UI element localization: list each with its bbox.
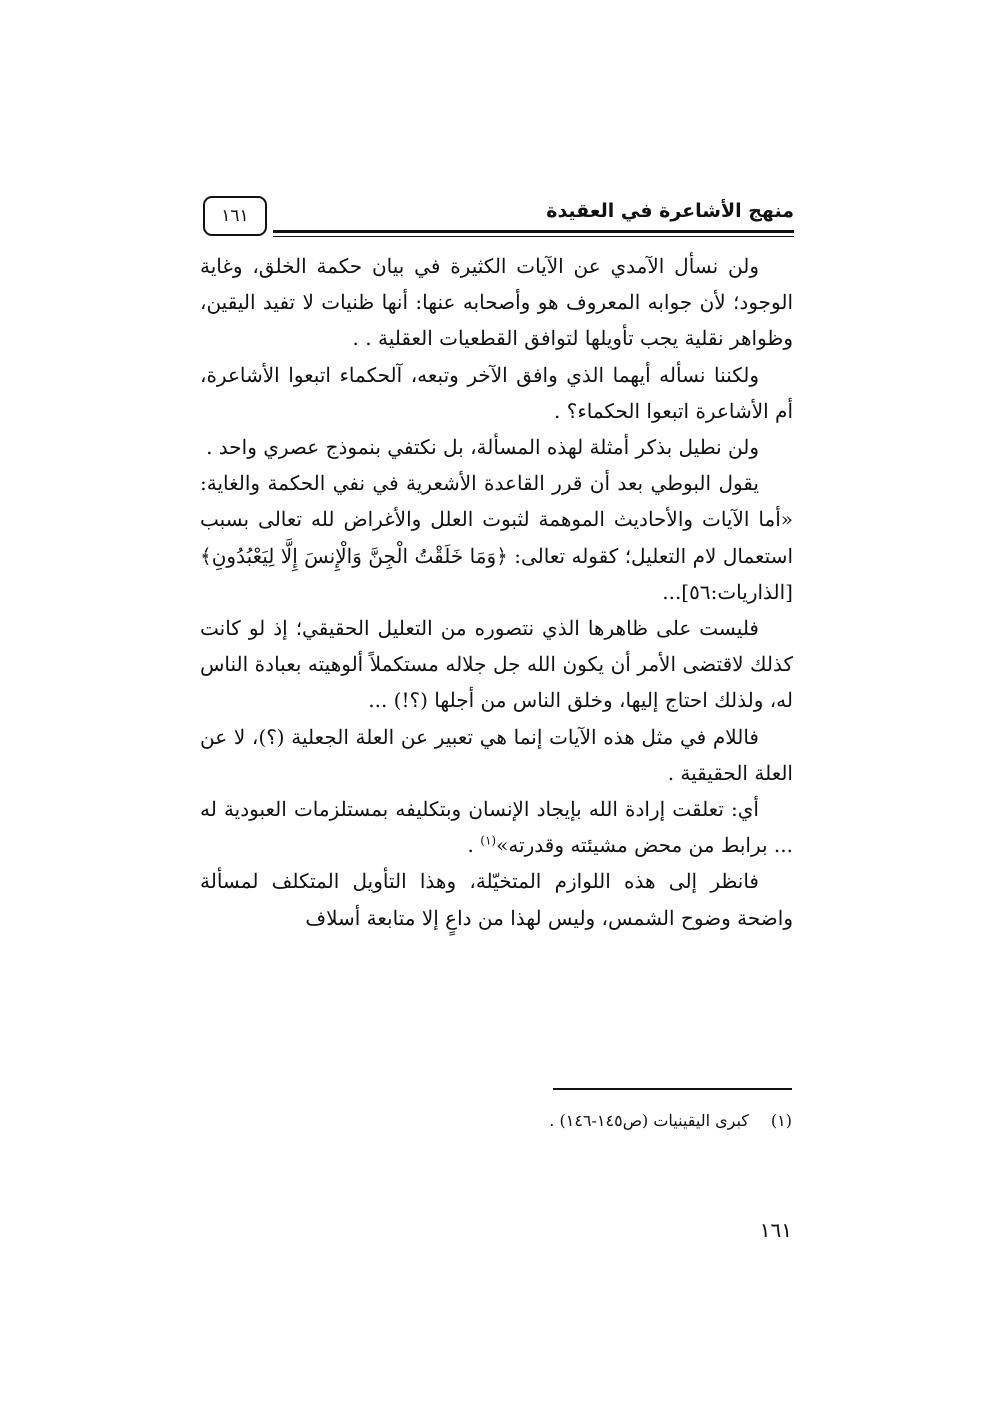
- header-page-number: ١٦١: [203, 196, 267, 236]
- header-rule-thick: [273, 230, 794, 233]
- paragraph-7-end: .: [467, 833, 481, 858]
- footnote-text: كبرى اليقينيات (ص١٤٥-١٤٦) .: [549, 1111, 749, 1130]
- paragraph-8: فانظر إلى هذه اللوازم المتخيّلة، وهذا التأويل المتكلف لمسألة واضحة وضوح الشمس، وليس لهذا من داعٍ إلا متابعة أسلاف: [200, 869, 793, 930]
- paragraph-5: فليست على ظاهرها الذي نتصوره من التعليل الحقيقي؛ إذ لو كانت كذلك لاقتضى الأمر أن يكون الله جل جلاله مستكملاً ألوهيته بعبادة الناس له، ولذلك احتاج إليها، وخلق الناس من أجلها (؟!) ...: [200, 616, 793, 713]
- running-header: [203, 196, 794, 240]
- footnote-separator: [553, 1088, 792, 1090]
- footnote: [549, 1111, 792, 1130]
- paragraph-1: ولن نسأل الآمدي عن الآيات الكثيرة في بيان حكمة الخلق، وغاية الوجود؛ لأن جوابه المعروف هو وأصحابه عنها: أنها ظنيات لا تفيد اليقين، وظواهر نقلية يجب تأويلها لتوافق القطعيات العقلية . .: [200, 254, 793, 351]
- paragraph-4: يقول البوطي بعد أن قرر القاعدة الأشعرية في نفي الحكمة والغاية: «أما الآيات والأحاديث الموهمة لثبوت العلل والأغراض لله تعالى بسبب استعمال لام التعليل؛ كقوله تعالى: ﴿وَمَا خَلَقْتُ الْجِنَّ وَالْإِنسَ إِلَّا لِيَعْبُدُونِ﴾ [الذاريات:٥٦]...: [200, 471, 793, 604]
- footnote-number: (١): [770, 1111, 792, 1130]
- paragraph-2: ولكننا نسأله أيهما الذي وافق الآخر وتبعه، آلحكماء اتبعوا الأشاعرة، أم الأشاعرة اتبعوا الحكماء؟ .: [200, 362, 793, 423]
- running-title: منهج الأشاعرة في العقيدة: [546, 200, 794, 222]
- footnote-reference: (١): [480, 833, 497, 848]
- main-text: [200, 248, 793, 936]
- paragraph-7-text: أي: تعلقت إرادة الله بإيجاد الإنسان وبتكليفه بمستلزمات العبودية له ... برابط من محض مشيئته وقدرته»: [200, 797, 793, 858]
- paragraph-7: [200, 791, 793, 863]
- paragraph-3: ولن نطيل بذكر أمثلة لهذه المسألة، بل نكتفي بنموذج عصري واحد .: [206, 435, 759, 460]
- paragraph-6: فاللام في مثل هذه الآيات إنما هي تعبير عن العلة الجعلية (؟)، لا عن العلة الحقيقية .: [200, 724, 793, 785]
- folio-page-number: ١٦١: [759, 1218, 792, 1242]
- header-rule-thin: [273, 236, 794, 237]
